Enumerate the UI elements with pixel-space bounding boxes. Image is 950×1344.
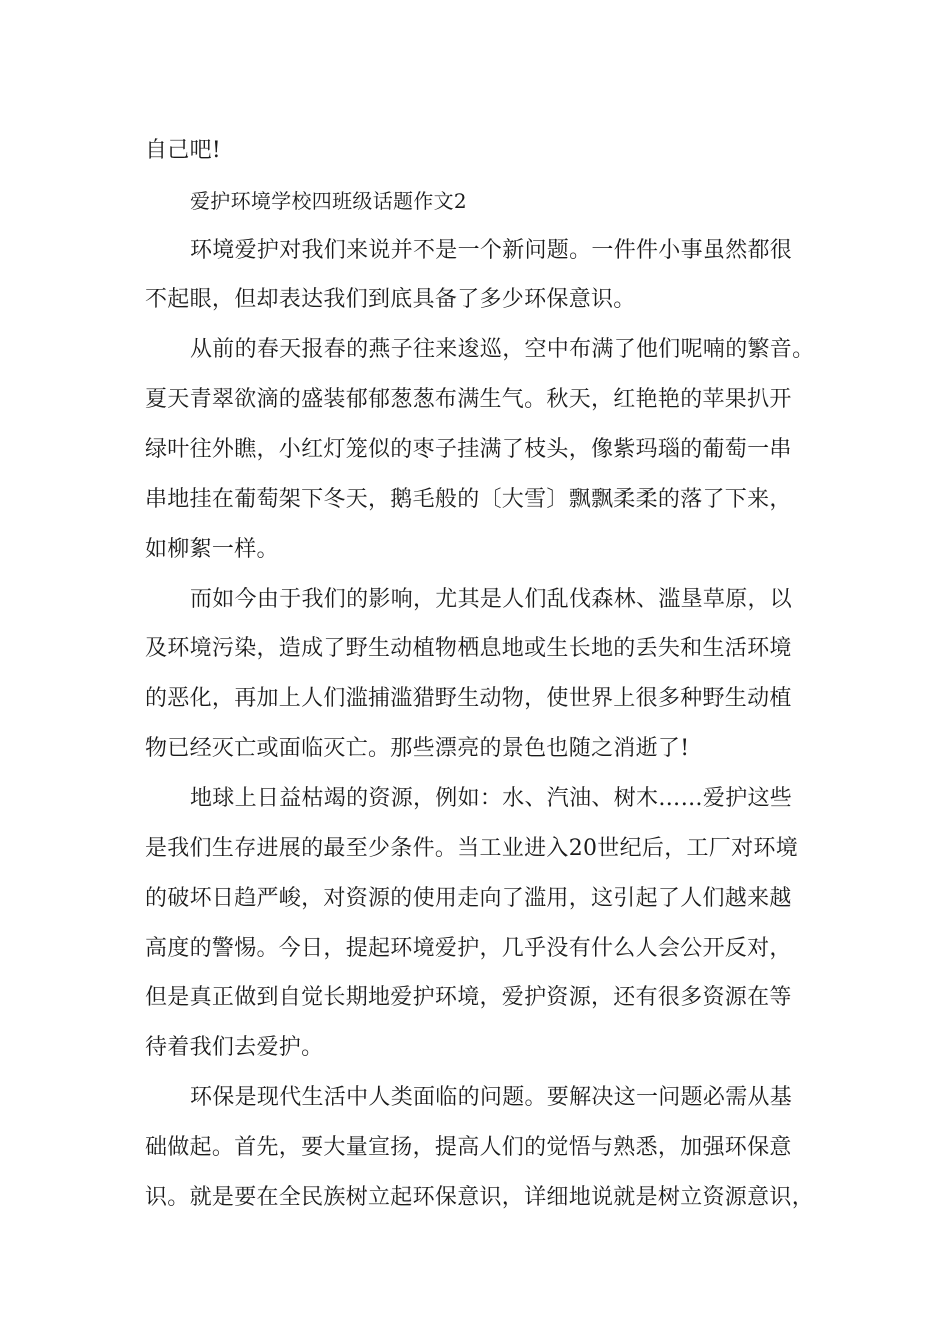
text-line: 的破坏日趋严峻，对资源的使用走向了滥用，这引起了人们越来越: [145, 886, 792, 911]
text-line: 地球上日益枯竭的资源，例如：水、汽油、树木……爱护这些: [190, 786, 793, 811]
text-line: 自己吧!: [145, 138, 222, 163]
text-line: 串地挂在葡萄架下冬天，鹅毛般的〔大雪〕飘飘柔柔的落了下来，: [145, 487, 792, 512]
text-line: 而如今由于我们的影响，尤其是人们乱伐森林、滥垦草原，以: [190, 587, 793, 612]
section-title: 爱护环境学校四班级话题作文2: [190, 189, 467, 213]
text-line: 的恶化，再加上人们滥捕滥猎野生动物，使世界上很多种野生动植: [145, 686, 792, 711]
text-line: 是我们生存进展的最至少条件。当工业进入20世纪后，工厂对环境: [145, 836, 798, 861]
text-line: 环境爱护对我们来说并不是一个新问题。一件件小事虽然都很: [190, 238, 793, 263]
text-line: 从前的春天报春的燕子往来逡巡，空中布满了他们呢喃的繁音。: [190, 337, 815, 362]
text-line: 识。就是要在全民族树立起环保意识，详细地说就是树立资源意识，: [145, 1185, 815, 1210]
text-line: 物已经灭亡或面临灭亡。那些漂亮的景色也随之消逝了!: [145, 736, 690, 761]
text-line: 夏天青翠欲滴的盛装郁郁葱葱布满生气。秋天，红艳艳的苹果扒开: [145, 387, 792, 412]
text-line: 环保是现代生活中人类面临的问题。要解决这一问题必需从基: [190, 1085, 793, 1110]
text-line: 但是真正做到自觉长期地爱护环境，爱护资源，还有很多资源在等: [145, 985, 792, 1010]
text-line: 如柳絮一样。: [145, 537, 279, 562]
text-line: 高度的警惕。今日，提起环境爱护，几乎没有什么人会公开反对，: [145, 936, 792, 961]
text-line: 及环境污染，造成了野生动植物栖息地或生长地的丢失和生活环境: [145, 636, 792, 661]
text-line: 待着我们去爱护。: [145, 1035, 324, 1060]
text-line: 不起眼，但却表达我们到底具备了多少环保意识。: [145, 287, 636, 312]
text-line: 础做起。首先，要大量宣扬，提高人们的觉悟与熟悉，加强环保意: [145, 1135, 792, 1160]
text-line: 绿叶往外瞧，小红灯笼似的枣子挂满了枝头，像紫玛瑙的葡萄一串: [145, 437, 792, 462]
